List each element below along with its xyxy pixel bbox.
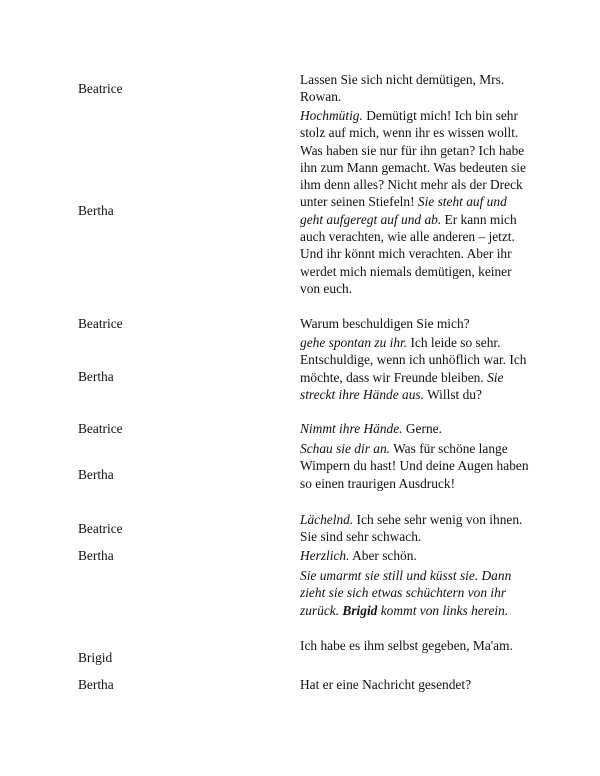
dialogue-text-segment: Warum beschuldigen Sie mich? bbox=[300, 316, 470, 331]
dialogue-text bbox=[300, 71, 530, 106]
dialogue-text bbox=[300, 420, 535, 437]
stage-direction: Hochmütig. bbox=[300, 108, 363, 123]
dialogue-text bbox=[300, 547, 535, 564]
dialogue-text-segment: Er kann mich auch verachten, wie alle anderen – jetzt. Und ihr könnt mich verachten. Aber ihr werdet mich niemals demütigen, keiner von euch. bbox=[300, 211, 517, 296]
dialogue-text-segment: Gerne. bbox=[402, 421, 442, 436]
speaker-name: Beatrice bbox=[78, 421, 123, 436]
dialogue-text bbox=[300, 315, 535, 332]
speaker-name: Bertha bbox=[78, 548, 114, 563]
dialogue-text-segment: Lassen Sie sich nicht demütigen, Mrs. Rowan. bbox=[300, 72, 505, 105]
stage-direction: gehe spontan zu ihr. bbox=[300, 335, 408, 350]
dialogue-text bbox=[300, 511, 535, 546]
dialogue-text bbox=[300, 107, 528, 297]
speaker-name: Bertha bbox=[78, 677, 114, 692]
stage-direction: Sie streckt ihre Hände aus. bbox=[300, 369, 504, 402]
stage-direction: Schau sie dir an. bbox=[300, 441, 391, 456]
speaker-name: Bertha bbox=[78, 203, 114, 218]
stage-direction: Herzlich. bbox=[300, 548, 350, 563]
dialogue-row bbox=[0, 315, 600, 334]
dialogue-text-segment: Willst du? bbox=[423, 386, 482, 402]
dialogue-text-segment: Hat er eine Nachricht gesendet? bbox=[300, 677, 472, 692]
dialogue-text-segment: Ich habe es ihm selbst gegeben, Ma'am. bbox=[300, 638, 513, 653]
dialogue-row bbox=[0, 637, 600, 673]
dialogue-row bbox=[0, 334, 600, 420]
dialogue-row bbox=[0, 511, 600, 547]
dialogue-text bbox=[300, 440, 535, 492]
speaker-name: Bertha bbox=[78, 467, 114, 482]
dialogue-text bbox=[300, 676, 535, 693]
dialogue-row bbox=[0, 420, 600, 439]
stage-direction: Sie umarmt sie still und küsst sie. Dann zieht sie sich etwas schüchtern von ihr zurück. bbox=[300, 568, 512, 618]
stage-direction: Nimmt ihre Hände. bbox=[300, 421, 403, 436]
dialogue-text-segment: Aber schön. bbox=[349, 548, 417, 563]
stage-direction: kommt von links herein. bbox=[377, 602, 509, 618]
dialogue-text bbox=[300, 334, 540, 403]
stage-direction-row bbox=[0, 567, 600, 637]
dialogue-row bbox=[0, 547, 600, 566]
dialogue-text-segment: Ich sehe sehr wenig von ihnen. Sie sind sehr schwach. bbox=[300, 512, 523, 545]
speaker-name: Beatrice bbox=[78, 521, 123, 536]
character-name: Brigid bbox=[342, 602, 378, 618]
dialogue-row bbox=[0, 107, 600, 315]
speaker-name: Beatrice bbox=[78, 81, 123, 96]
speaker-name: Bertha bbox=[78, 369, 114, 384]
stage-direction: Sie steht auf und geht aufgeregt auf und ab. bbox=[300, 194, 507, 227]
dialogue-text-segment: Ich leide so sehr. Entschuldige, wenn ich unhöflich war. Ich möchte, dass wir Freunde bleiben. bbox=[300, 335, 527, 385]
speaker-name: Brigid bbox=[78, 650, 113, 665]
dialogue-row bbox=[0, 676, 600, 695]
stage-direction: Lächelnd. bbox=[300, 512, 354, 527]
speaker-name: Beatrice bbox=[78, 316, 123, 331]
dialogue-text bbox=[300, 637, 515, 654]
stage-direction-text bbox=[300, 567, 535, 619]
dialogue-row bbox=[0, 71, 600, 107]
dialogue-text-segment: Was für schöne lange Wimpern du hast! Und deine Augen haben so einen traurigen Ausdruck! bbox=[300, 441, 529, 491]
dialogue-text-segment: Demütigt mich! Ich bin sehr stolz auf mich, wenn ihr es wissen wollt. Was haben sie nur für ihn getan? Ich habe ihn zum Mann gemacht. Was bedeuten sie ihm denn alles? Nicht mehr als der Dreck unter seinen Stiefeln! bbox=[300, 108, 526, 210]
dialogue-row bbox=[0, 440, 600, 510]
